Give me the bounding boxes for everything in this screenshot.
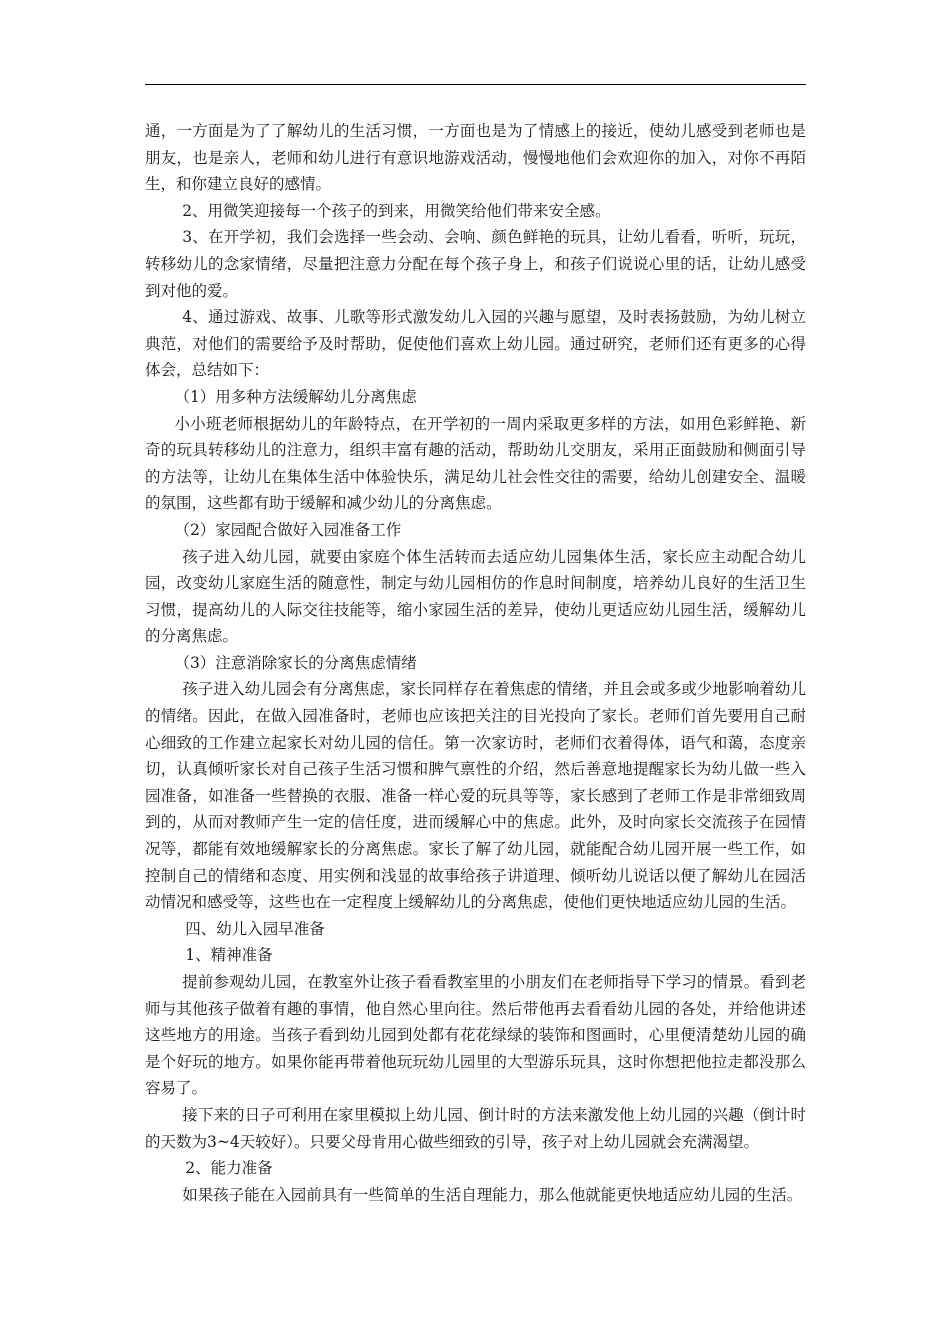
document-body [145, 118, 806, 1208]
paragraph-item-2: 2、用微笑迎接每一个孩子的到来，用微笑给他们带来安全感。 [182, 201, 611, 220]
paragraph-subsection-2: 孩子进入幼儿园，就要由家庭个体生活转而去适应幼儿园集体生活，家长应主动配合幼儿园，改变幼儿家庭生活的随意性，制定与幼儿园相仿的作息时间制度，培养幼儿良好的生活卫生习惯，提高幼儿的人际交往技能等，缩小家园生活的差异，使幼儿更适应幼儿园生活，缓解幼儿的分离焦虑。 [145, 547, 806, 646]
paragraph-subsection-3: 孩子进入幼儿园会有分离焦虑，家长同样存在着焦虑的情绪，并且会或多或少地影响着幼儿的情绪。因此，在做入园准备时，老师也应该把关注的目光投向了家长。老师们首先要用自己耐心细致的工作建立起家长对幼儿园的信任。第一次家访时，老师们衣着得体，语气和蔼，态度亲切，认真倾听家长对自己孩子生活习惯和脾气禀性的介绍，然后善意地提醒家长为幼儿做一些入园准备，如准备一些替换的衣服、准备一样心爱的玩具等等，家长感到了老师工作是非常细致周到的，从而对教师产生一定的信任度，进而缓解心中的焦虑。此外，及时向家长交流孩子在园情况等，都能有效地缓解家长的分离焦虑。家长了解了幼儿园，就能配合幼儿园开展一些工作，如控制自己的情绪和态度、用实例和浅显的故事给孩子讲道理、倾听幼儿说话以便了解幼儿在园活动情况和感受等，这些也在一定程度上缓解幼儿的分离焦虑，使他们更快地适应幼儿园的生活。 [145, 680, 806, 912]
paragraph-mental-prep: 提前参观幼儿园，在教室外让孩子看看教室里的小朋友们在老师指导下学习的情景。看到老师与其他孩子做着有趣的事情，他自然心里向往。然后带他再去看看幼儿园的各处，并给他讲述这些地方的用途。当孩子看到幼儿园到处都有花花绿绿的装饰和图画时，心里便清楚幼儿园的确是个好玩的地方。如果你能再带着他玩玩幼儿园里的大型游乐玩具，这时你想把他拉走都没那么容易了。 [145, 973, 806, 1098]
subheading-mental-prep: 1、精神准备 [185, 946, 273, 965]
subheading-ability-prep: 2、能力准备 [185, 1159, 273, 1178]
section-heading-4: 四、幼儿入园早准备 [185, 919, 325, 938]
subheading-3: （3）注意消除家长的分离焦虑情绪 [174, 653, 417, 672]
subheading-2: （2）家园配合做好入园准备工作 [174, 520, 402, 539]
paragraph-subsection-1: 小小班老师根据幼儿的年龄特点，在开学初的一周内采取更多样的方法，如用色彩鲜艳、新奇的玩具转移幼儿的注意力，组织丰富有趣的活动，帮助幼儿交朋友，采用正面鼓励和侧面引导的方法等，让幼儿在集体生活中体验快乐，满足幼儿社会性交往的需要，给幼儿创建安全、温暖的氛围，这些都有助于缓解和减少幼儿的分离焦虑。 [145, 414, 806, 513]
paragraph-ability-prep: 如果孩子能在入园前具有一些简单的生活自理能力，那么他就能更快地适应幼儿园的生活。 [182, 1185, 803, 1204]
paragraph-item-3: 3、在开学初，我们会选择一些会动、会响、颜色鲜艳的玩具，让幼儿看看，听听，玩玩，转移幼儿的念家情绪，尽量把注意力分配在每个孩子身上，和孩子们说说心里的话，让幼儿感受到对他的爱。 [145, 228, 806, 300]
subheading-1: （1）用多种方法缓解幼儿分离焦虑 [174, 387, 417, 406]
paragraph-continuation: 通，一方面是为了了解幼儿的生活习惯，一方面也是为了情感上的接近，使幼儿感受到老师也是朋友，也是亲人，老师和幼儿进行有意识地游戏活动，慢慢地他们会欢迎你的加入，对你不再陌生，和你建立良好的感情。 [145, 122, 806, 194]
paragraph-countdown: 接下来的日子可利用在家里模拟上幼儿园、倒计时的方法来激发他上幼儿园的兴趣（倒计时的天数为3~4天较好）。只要父母肯用心做些细致的引导，孩子对上幼儿园就会充满渴望。 [145, 1105, 806, 1151]
header-rule [145, 84, 806, 85]
paragraph-item-4: 4、通过游戏、故事、儿歌等形式激发幼儿入园的兴趣与愿望，及时表扬鼓励，为幼儿树立典范，对他们的需要给予及时帮助，促使他们喜欢上幼儿园。通过研究，老师们还有更多的心得体会，总结如下： [145, 308, 806, 380]
